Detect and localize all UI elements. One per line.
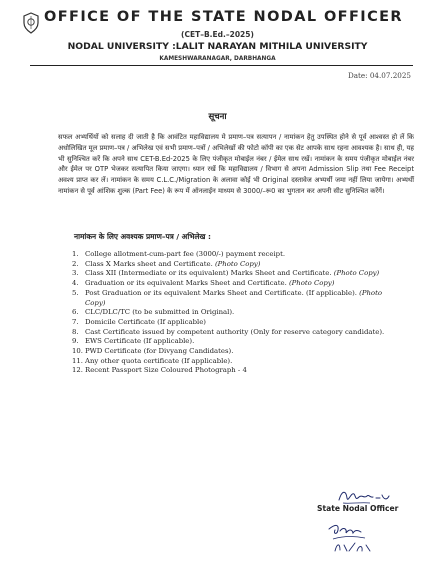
list-item: 11. Any other quota certificate (If applicable).	[72, 356, 233, 365]
signatory-title: State Nodal Officer	[317, 504, 399, 513]
list-item: 8. Cast Certificate issued by competent authority (Only for reserve category candidate).	[72, 327, 385, 336]
documents-list	[72, 250, 402, 376]
notice-heading: सूचना	[208, 112, 227, 122]
list-item: 5. Post Graduation or its equivalent Marks Sheet and Certificate. (If applicable). (Photo Copy)	[72, 288, 383, 307]
list-item: 12. Recent Passport Size Coloured Photograph - 4	[72, 366, 247, 375]
list-item: 7. Domicile Certificate (If applicable)	[72, 317, 206, 326]
list-item: 2. Class X Marks sheet and Certificate. (Photo Copy)	[72, 259, 261, 268]
list-item: 4. Graduation or its equivalent Marks Sheet and Certificate. (Photo Copy)	[72, 279, 335, 288]
list-item: 1. College allotment-cum-part fee (3000/-) payment receipt.	[72, 250, 286, 258]
university-name: NODAL UNIVERSITY :LALIT NARAYAN MITHILA UNIVERSITY	[67, 41, 368, 52]
handwritten-initials-icon	[325, 521, 375, 557]
handwritten-signature-icon	[336, 486, 392, 506]
list-item: 3. Class XII (Intermediate or its equivalent) Marks Sheet and Certificate. (Photo Copy)	[72, 269, 380, 278]
list-item: 6. CLC/DLC/TC (to be submitted in Original).	[72, 308, 235, 317]
notice-paragraph: सफल अभ्यर्थियों को सलाह दी जाती है कि आवंटित महाविद्यालय मे प्रमाण–पत्र सत्यापन / नामांकन हेतु उपस्थित होने से पूर्व आश्वस्त हो लें कि अधोलिखित मूल प्रमाण–पत्र / अभिलेख एवं सभी प्रमाण–पत्रों / अभिलेखों की फोटो कॉपी का एक सेट आपके साथ रहना आवश्यक है। साथ ही, यह भी सुनिश्चित करें कि अपने साथ CET-B.Ed-2025 के लिए पंजीकृत मोबाईल नंबर / ईमेल साथ रखें। नामांकन के समय पंजीकृत मोबाईल नंबर और ईमेल पर OTP भेजकर सत्यापित किया जाएगा। ध्यान रखें कि महाविद्यालय / विभाग से अपना Admission Slip तथा Fee Receipt अवश्य प्राप्त कर लें। नामांकन के समय C.L.C./Migration के अलावा कोई भी Original दस्तावेज अभ्यर्थी जमा नहीं लिया जायेगा। अभ्यर्थी नामांकन से पूर्व आंशिक शुल्क (Part Fee) के रूप में ऑनलाईन माध्यम से 3000/–रू0 का भुगतान कर अपनी सीट सुनिश्चित करेंगें।	[58, 133, 414, 195]
exam-subtitle: (CET–B.Ed.–2025)	[181, 30, 254, 39]
header-divider	[30, 65, 413, 66]
notice-date: Date: 04.07.2025	[347, 71, 411, 80]
list-item: 9. EWS Certificate (If applicable).	[72, 337, 195, 346]
list-item: 10. PWD Certificate (for Divyang Candidates).	[72, 347, 234, 356]
office-address: KAMESHWARANAGAR, DARBHANGA	[159, 56, 276, 62]
documents-heading: नामांकन के लिए अवश्यक प्रमाण–पत्र / अभिलेख :	[74, 232, 212, 241]
office-title: OFFICE OF THE STATE NODAL OFFICER	[44, 9, 403, 25]
